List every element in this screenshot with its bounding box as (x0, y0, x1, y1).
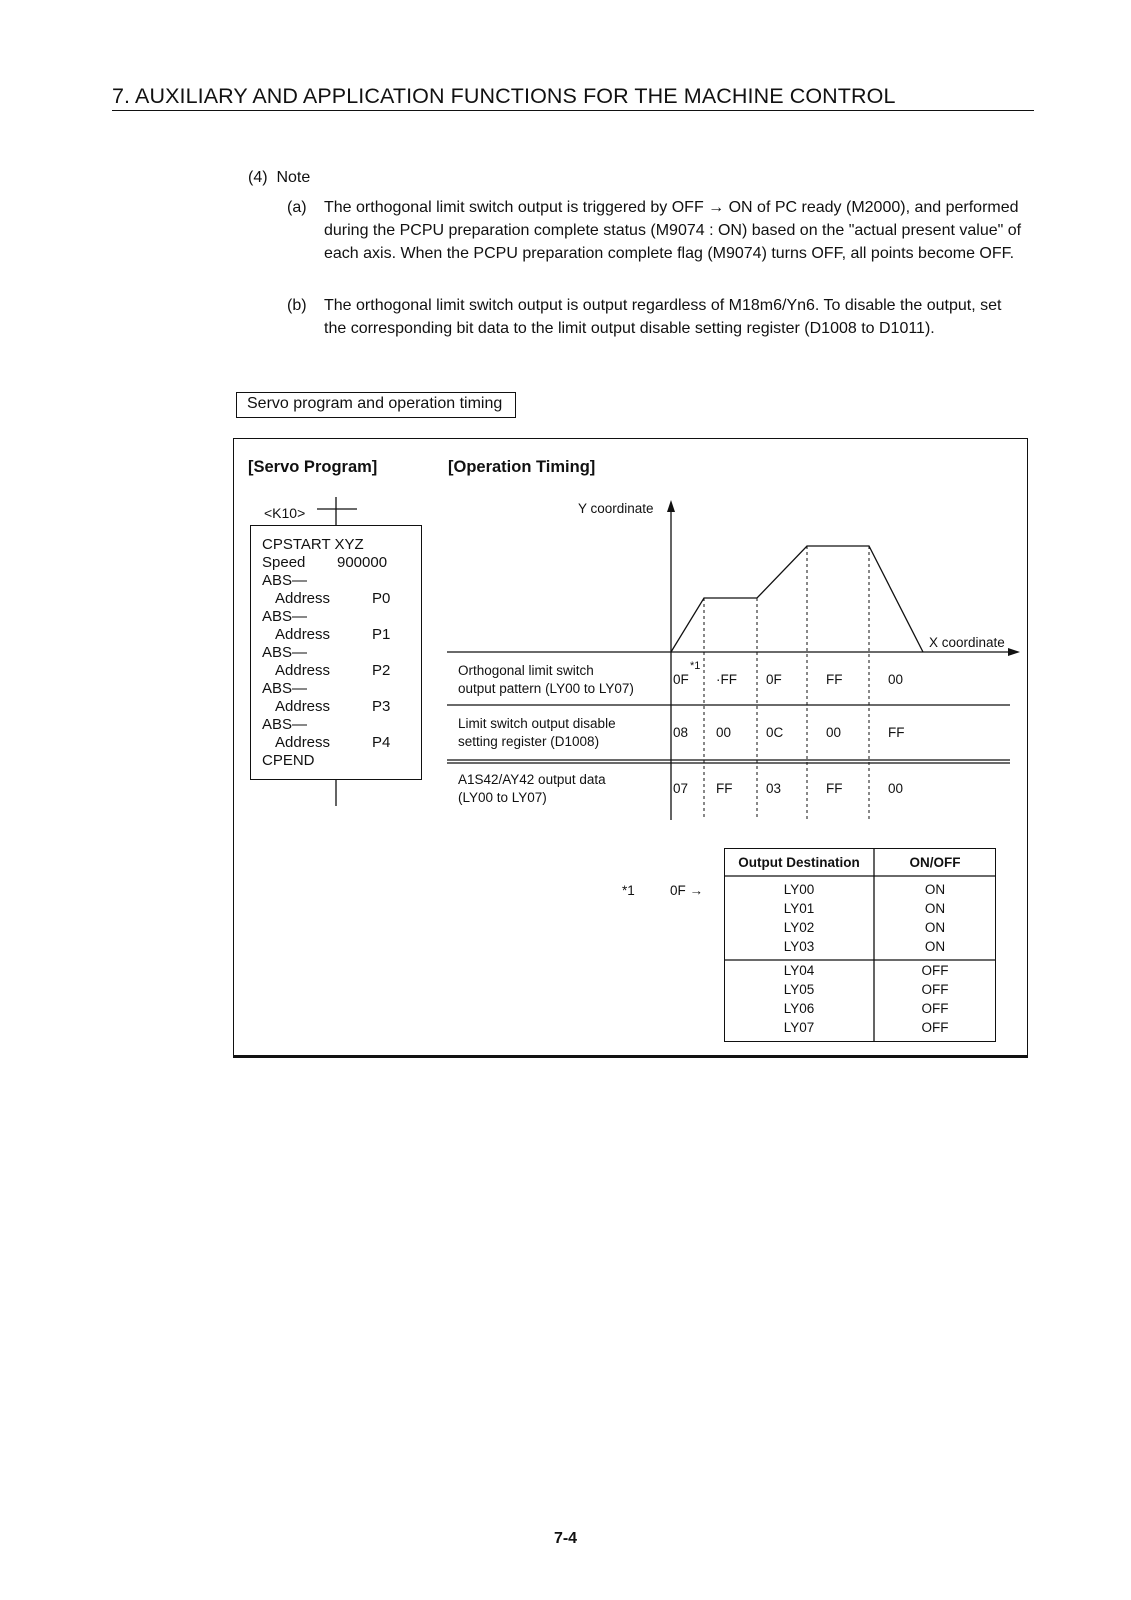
program-line (262, 590, 422, 608)
timing-cell: ·FF (716, 672, 737, 687)
table-cell-destination: LY03 (783, 939, 815, 954)
timing-cell: FF (888, 725, 905, 740)
program-line-keyword: Address (275, 626, 331, 643)
footnote-marker: *1 (622, 883, 635, 898)
program-line-keyword: Address (275, 590, 331, 607)
timing-cell: 00 (888, 781, 904, 796)
program-line (262, 734, 422, 752)
timing-footnote-marker: *1 (690, 660, 701, 672)
table-cell-state: ON (924, 939, 946, 954)
timing-row-label: A1S42/AY42 output data (458, 772, 606, 787)
program-line-value: P3 (372, 698, 391, 715)
timing-cell: 03 (766, 781, 782, 796)
timing-cell: 0C (766, 725, 784, 740)
program-line (262, 662, 422, 680)
table-cell-state: ON (924, 920, 946, 935)
program-line-value: P0 (372, 590, 391, 607)
servo-program-lines (262, 536, 422, 770)
program-line-keyword: ABS— (262, 644, 308, 661)
note-item-label: (b) (287, 297, 307, 314)
timing-cell: 00 (716, 725, 732, 740)
timing-row-label: Limit switch output disable (458, 716, 616, 731)
page-number: 7-4 (553, 1530, 578, 1547)
program-line-keyword: Speed (262, 554, 306, 571)
timing-cell: 00 (888, 672, 904, 687)
program-line-value: P1 (372, 626, 391, 643)
program-line-value: P2 (372, 662, 391, 679)
program-line-keyword: ABS— (262, 608, 308, 625)
footnote-text: 0F → (670, 883, 704, 898)
timing-row-label: setting register (D1008) (458, 734, 600, 749)
servo-program-step: <K10> (264, 505, 306, 521)
program-line-keyword: Address (275, 662, 331, 679)
note-item-text: The orthogonal limit switch output is triggered by OFF → ON of PC ready (M2000), and performed during the PCPU preparation complete status (M9074 : ON) based on the "actual present value" of each axis. When the PCPU preparation complete flag (M9074) turns OFF, all points become OFF. (324, 199, 1022, 262)
table-cell-destination: LY01 (783, 901, 815, 916)
table-cell-destination: LY07 (783, 1020, 815, 1035)
timing-cell: 0F (766, 672, 782, 687)
x-axis-label: X coordinate (929, 635, 1005, 650)
table-cell-state: OFF (921, 963, 949, 978)
table-cell-destination: LY06 (783, 1001, 815, 1016)
timing-row-label: Orthogonal limit switch (458, 663, 594, 678)
table-header-destination: Output Destination (738, 855, 860, 870)
operation-timing-heading: [Operation Timing] (448, 458, 596, 476)
section-title: Servo program and operation timing (236, 392, 516, 418)
program-line (262, 554, 422, 572)
program-line (262, 572, 422, 590)
timing-cell: FF (716, 781, 733, 796)
program-line (262, 716, 422, 734)
servo-program-heading: [Servo Program] (248, 458, 378, 476)
program-line-keyword: ABS— (262, 572, 308, 589)
program-line-value: 900000 (337, 554, 388, 571)
timing-cell: 07 (673, 781, 689, 796)
table-cell-state: OFF (921, 1020, 949, 1035)
table-header-onoff: ON/OFF (909, 855, 961, 870)
table-cell-state: OFF (921, 1001, 949, 1016)
program-line (262, 752, 422, 770)
program-line-keyword: Address (275, 734, 331, 751)
table-cell-destination: LY05 (783, 982, 815, 997)
program-line (262, 626, 422, 644)
table-cell-state: OFF (921, 982, 949, 997)
program-line (262, 536, 422, 554)
program-line-keyword: CPEND (262, 752, 315, 769)
page-header: 7. AUXILIARY AND APPLICATION FUNCTIONS FOR THE MACHINE CONTROL (112, 84, 1034, 111)
note-item-label: (a) (287, 199, 307, 216)
table-cell-state: ON (924, 882, 946, 897)
program-line (262, 698, 422, 716)
program-line (262, 608, 422, 626)
note-heading: (4) Note (248, 169, 311, 186)
timing-cell: FF (826, 781, 843, 796)
table-cell-destination: LY02 (783, 920, 815, 935)
timing-cell: 00 (826, 725, 842, 740)
program-line-value: P4 (372, 734, 391, 751)
timing-row-label: (LY00 to LY07) (458, 790, 547, 805)
timing-row-label: output pattern (LY00 to LY07) (458, 681, 634, 696)
note-item-text: The orthogonal limit switch output is output regardless of M18m6/Yn6. To disable the output, set the corresponding bit data to the limit output disable setting register (D1008 to D1011). (324, 297, 1002, 337)
program-line-keyword: ABS— (262, 680, 308, 697)
timing-cell: FF (826, 672, 843, 687)
program-line-keyword: ABS— (262, 716, 308, 733)
program-line (262, 680, 422, 698)
timing-cell: 08 (673, 725, 689, 740)
program-line-keyword: CPSTART XYZ (262, 536, 364, 553)
table-cell-destination: LY04 (783, 963, 815, 978)
y-axis-label: Y coordinate (578, 501, 654, 516)
timing-cell: 0F (673, 672, 689, 687)
table-cell-state: ON (924, 901, 946, 916)
program-line-keyword: Address (275, 698, 331, 715)
program-line (262, 644, 422, 662)
table-cell-destination: LY00 (783, 882, 815, 897)
